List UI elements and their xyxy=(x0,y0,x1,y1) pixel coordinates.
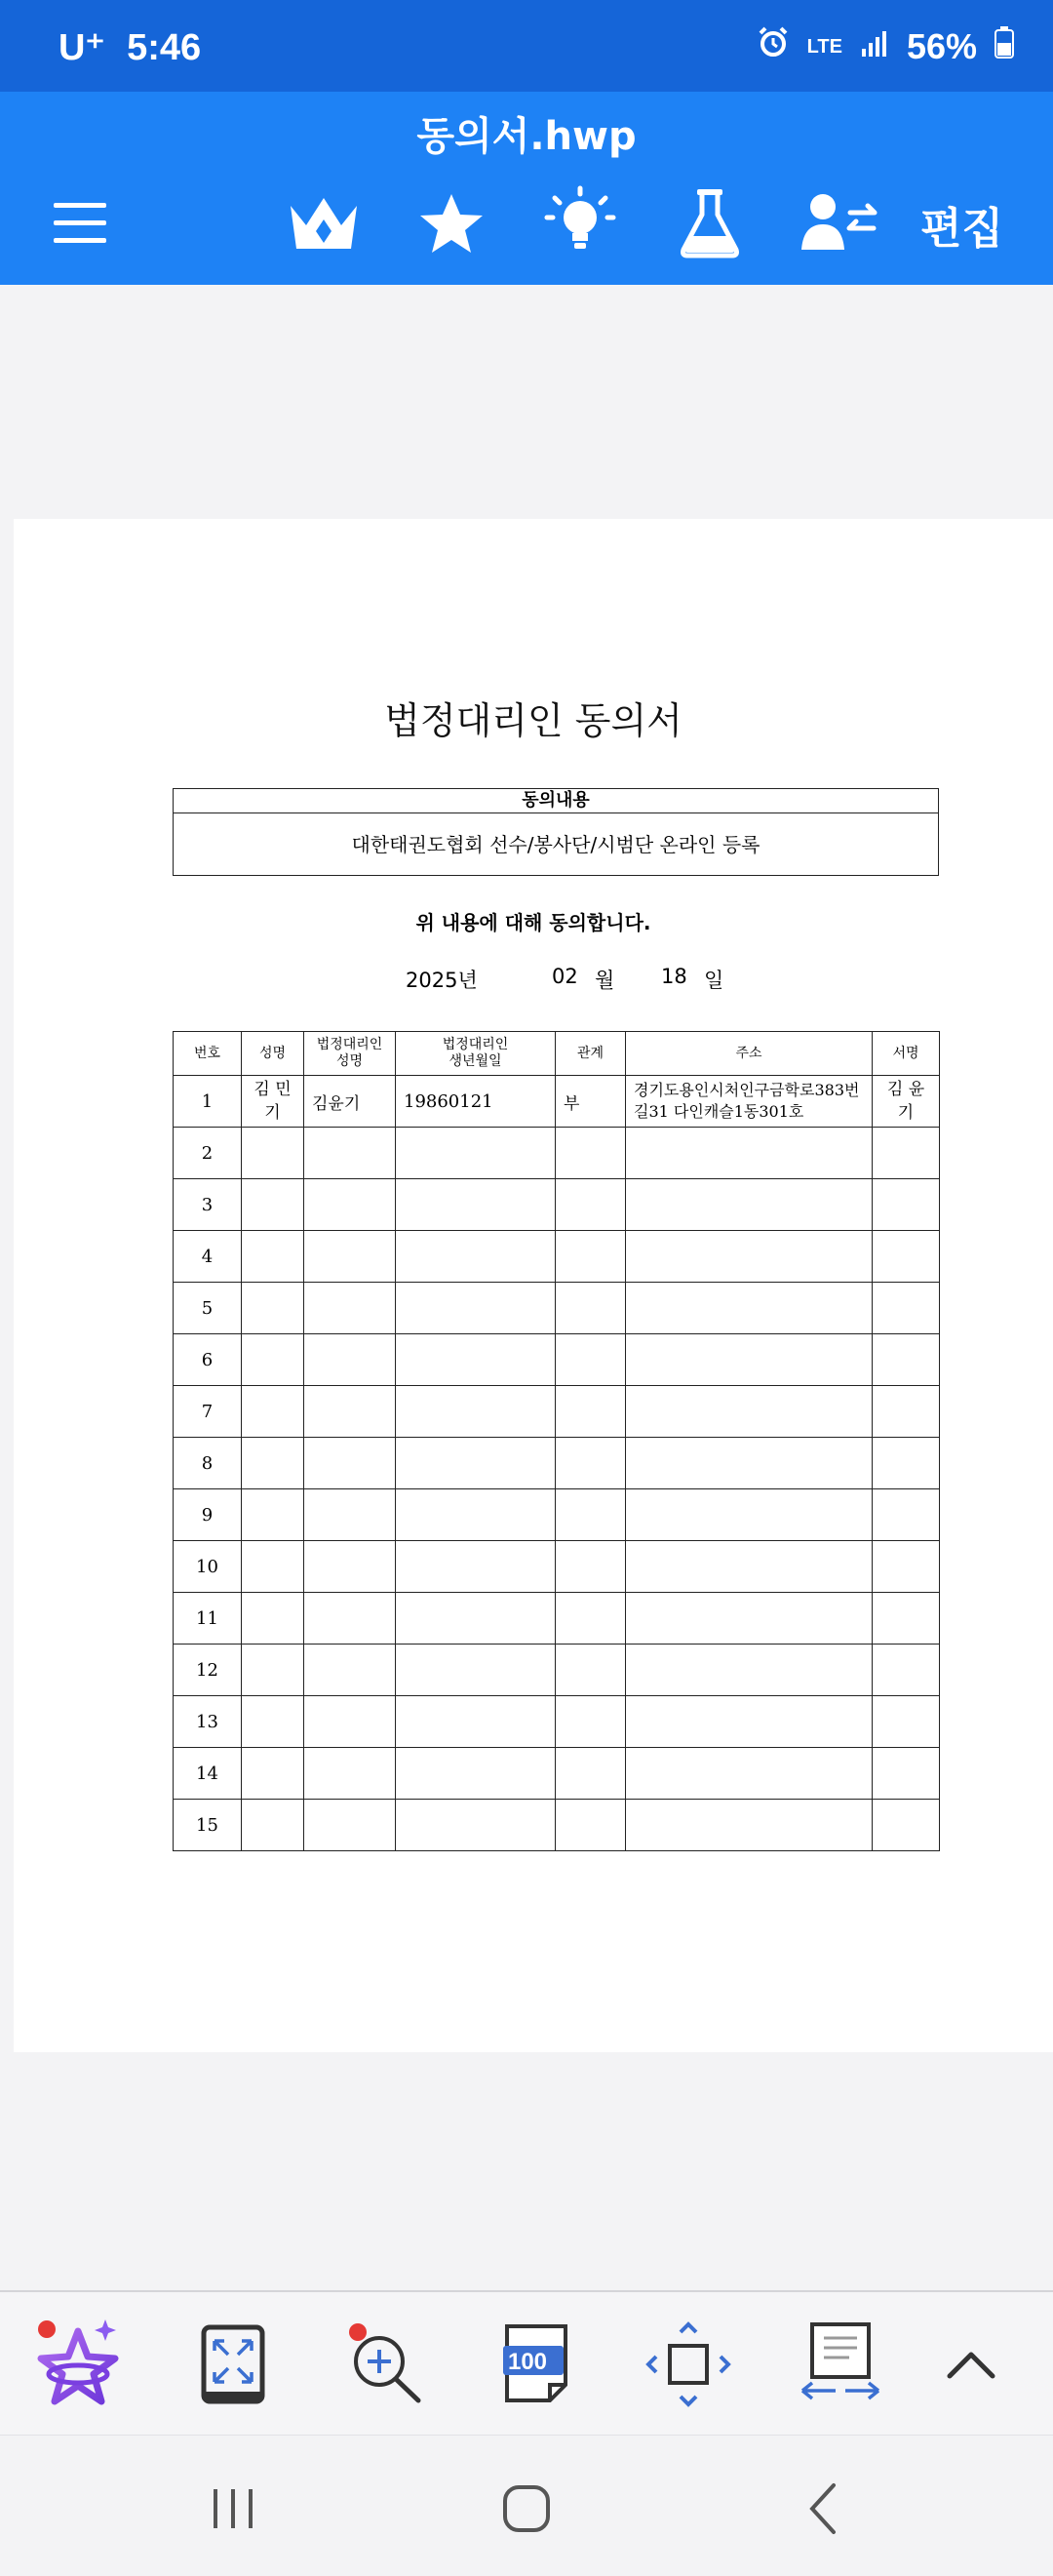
date-year: 2025년 xyxy=(406,969,478,992)
table-cell xyxy=(556,1593,626,1645)
table-cell: 14 xyxy=(174,1748,242,1800)
table-cell xyxy=(626,1696,873,1748)
table-cell xyxy=(304,1696,396,1748)
table-cell xyxy=(242,1231,304,1283)
table-row xyxy=(174,1179,940,1231)
consent-box-content: 대한태권도협회 선수/봉사단/시범단 온라인 등록 xyxy=(351,833,760,856)
table-cell xyxy=(396,1593,556,1645)
favorite-button[interactable] xyxy=(408,179,495,267)
table-cell xyxy=(556,1334,626,1386)
idea-button[interactable] xyxy=(536,179,624,267)
table-cell xyxy=(242,1696,304,1748)
table-cell xyxy=(556,1800,626,1851)
table-row xyxy=(174,1593,940,1645)
table-cell: 19860121 xyxy=(396,1076,556,1128)
recent-apps-icon xyxy=(208,2483,258,2534)
table-cell xyxy=(396,1179,556,1231)
table-cell xyxy=(304,1541,396,1593)
table-cell xyxy=(873,1748,940,1800)
table-cell xyxy=(396,1541,556,1593)
table-row xyxy=(174,1489,940,1541)
zoom-in-button[interactable] xyxy=(335,2316,433,2413)
table-cell xyxy=(556,1541,626,1593)
table-cell xyxy=(556,1231,626,1283)
flask-icon xyxy=(678,187,742,259)
table-cell xyxy=(396,1128,556,1179)
system-navigation-bar xyxy=(0,2435,1053,2576)
table-cell xyxy=(396,1748,556,1800)
table-cell xyxy=(626,1800,873,1851)
table-cell xyxy=(626,1128,873,1179)
table-cell xyxy=(396,1283,556,1334)
table-cell: 12 xyxy=(174,1645,242,1696)
table-cell: 경기도용인시처인구금학로383번길31 다인캐슬1동301호 xyxy=(626,1076,873,1128)
table-cell xyxy=(873,1438,940,1489)
alarm-icon xyxy=(757,25,790,67)
table-cell xyxy=(304,1748,396,1800)
zoom-level-label: 100 xyxy=(507,2349,548,2375)
page-flip-icon xyxy=(797,2320,884,2408)
table-cell xyxy=(873,1386,940,1438)
table-cell xyxy=(396,1645,556,1696)
table-cell xyxy=(304,1179,396,1231)
consent-box-heading: 동의내용 xyxy=(174,789,938,813)
table-cell xyxy=(626,1593,873,1645)
table-cell xyxy=(304,1283,396,1334)
expand-toolbar-button[interactable] xyxy=(922,2316,1020,2413)
table-cell xyxy=(556,1283,626,1334)
table-cell xyxy=(242,1489,304,1541)
table-cell xyxy=(242,1334,304,1386)
table-cell xyxy=(626,1438,873,1489)
table-cell: 8 xyxy=(174,1438,242,1489)
table-row xyxy=(174,1438,940,1489)
table-row xyxy=(174,1076,940,1128)
back-button[interactable] xyxy=(788,2475,856,2543)
table-row xyxy=(174,1748,940,1800)
table-cell xyxy=(396,1334,556,1386)
table-header-cell: 법정대리인 성명 xyxy=(304,1032,396,1076)
table-cell xyxy=(873,1593,940,1645)
table-cell xyxy=(396,1231,556,1283)
clock: 5:46 xyxy=(127,27,202,68)
table-cell xyxy=(242,1179,304,1231)
table-cell xyxy=(242,1748,304,1800)
table-cell xyxy=(556,1748,626,1800)
table-cell xyxy=(556,1128,626,1179)
table-row xyxy=(174,1696,940,1748)
table-row xyxy=(174,1541,940,1593)
table-cell: 7 xyxy=(174,1386,242,1438)
table-row xyxy=(174,1386,940,1438)
table-cell xyxy=(304,1386,396,1438)
table-cell xyxy=(304,1128,396,1179)
table-header-cell: 주소 xyxy=(626,1032,873,1076)
table-row xyxy=(174,1334,940,1386)
table-cell xyxy=(626,1283,873,1334)
consent-box xyxy=(173,788,939,876)
table-header-cell: 서명 xyxy=(873,1032,940,1076)
table-cell: 10 xyxy=(174,1541,242,1593)
move-button[interactable] xyxy=(640,2316,737,2413)
table-cell xyxy=(242,1128,304,1179)
menu-icon xyxy=(52,199,110,248)
table-cell xyxy=(242,1593,304,1645)
table-cell xyxy=(304,1800,396,1851)
ai-star-icon xyxy=(33,2318,127,2411)
recent-apps-button[interactable] xyxy=(199,2475,267,2543)
fit-screen-button[interactable] xyxy=(184,2316,282,2413)
table-cell xyxy=(556,1386,626,1438)
zoom-100-button[interactable] xyxy=(488,2316,585,2413)
status-left xyxy=(58,25,201,69)
edit-button[interactable]: 편집 xyxy=(920,204,1004,254)
zoom-in-icon xyxy=(340,2320,428,2408)
roster-table xyxy=(173,1031,940,1851)
table-cell xyxy=(873,1800,940,1851)
table-cell xyxy=(873,1128,940,1179)
home-icon xyxy=(499,2481,554,2536)
user-switch-button[interactable] xyxy=(795,179,882,267)
table-cell xyxy=(556,1438,626,1489)
table-cell xyxy=(873,1696,940,1748)
star-icon xyxy=(418,190,485,257)
premium-button[interactable] xyxy=(280,179,368,267)
table-cell xyxy=(304,1334,396,1386)
table-header-cell: 법정대리인 생년월일 xyxy=(396,1032,556,1076)
home-button[interactable] xyxy=(492,2475,561,2543)
date-month-label: 월 xyxy=(595,969,615,992)
document-filename: 동의서.hwp xyxy=(416,114,637,159)
table-cell xyxy=(873,1231,940,1283)
table-cell xyxy=(556,1645,626,1696)
table-row xyxy=(174,1231,940,1283)
app-header xyxy=(0,92,1053,285)
table-cell xyxy=(242,1645,304,1696)
table-row xyxy=(174,1283,940,1334)
table-cell: 1 xyxy=(174,1076,242,1128)
status-right xyxy=(757,25,1014,67)
carrier-label: U⁺ xyxy=(58,27,105,68)
table-cell xyxy=(556,1489,626,1541)
table-row xyxy=(174,1645,940,1696)
table-cell xyxy=(242,1800,304,1851)
table-cell: 3 xyxy=(174,1179,242,1231)
table-cell xyxy=(304,1593,396,1645)
table-cell xyxy=(556,1179,626,1231)
crown-icon xyxy=(287,192,361,255)
table-cell: 2 xyxy=(174,1128,242,1179)
table-header-cell: 성명 xyxy=(242,1032,304,1076)
table-cell: 김윤기 xyxy=(304,1076,396,1128)
document-viewport[interactable] xyxy=(0,285,1053,2290)
date-month-value: 02 xyxy=(552,965,578,988)
table-cell xyxy=(873,1179,940,1231)
move-icon xyxy=(644,2320,732,2408)
table-cell xyxy=(396,1696,556,1748)
menu-button[interactable] xyxy=(37,179,125,267)
table-header-cell: 번호 xyxy=(174,1032,242,1076)
table-cell: 15 xyxy=(174,1800,242,1851)
table-cell xyxy=(396,1386,556,1438)
table-cell: 부 xyxy=(556,1076,626,1128)
bottom-toolbar xyxy=(0,2290,1053,2437)
page-title: 법정대리인 동의서 xyxy=(384,699,682,742)
table-cell xyxy=(626,1489,873,1541)
table-cell xyxy=(396,1800,556,1851)
table-cell xyxy=(304,1489,396,1541)
table-cell: 김 민 기 xyxy=(242,1076,304,1128)
table-cell xyxy=(556,1696,626,1748)
fit-screen-icon xyxy=(199,2323,267,2405)
table-cell xyxy=(304,1645,396,1696)
table-cell xyxy=(396,1489,556,1541)
table-cell xyxy=(626,1179,873,1231)
signal-icon xyxy=(860,26,889,67)
table-cell: 11 xyxy=(174,1593,242,1645)
battery-icon xyxy=(994,25,1014,67)
back-icon xyxy=(802,2479,841,2538)
table-cell xyxy=(242,1541,304,1593)
table-cell xyxy=(873,1645,940,1696)
date-day-value: 18 xyxy=(661,965,687,988)
table-cell xyxy=(873,1283,940,1334)
table-cell xyxy=(873,1334,940,1386)
table-cell xyxy=(242,1386,304,1438)
table-header-row xyxy=(174,1032,940,1076)
table-cell: 4 xyxy=(174,1231,242,1283)
table-cell: 김 윤 기 xyxy=(873,1076,940,1128)
battery-level: 56% xyxy=(906,25,977,66)
table-header-cell: 관계 xyxy=(556,1032,626,1076)
agreement-statement: 위 내용에 대해 동의합니다. xyxy=(415,911,651,934)
table-cell xyxy=(304,1438,396,1489)
table-cell xyxy=(626,1334,873,1386)
table-cell xyxy=(242,1438,304,1489)
user-switch-icon xyxy=(800,191,878,256)
chevron-up-icon xyxy=(944,2347,998,2382)
table-row xyxy=(174,1800,940,1851)
table-cell xyxy=(626,1748,873,1800)
table-cell xyxy=(396,1438,556,1489)
date-day-label: 일 xyxy=(704,969,724,992)
table-cell xyxy=(626,1231,873,1283)
ai-assistant-button[interactable] xyxy=(31,2316,129,2413)
table-row xyxy=(174,1128,940,1179)
table-cell xyxy=(873,1541,940,1593)
table-cell: 9 xyxy=(174,1489,242,1541)
table-cell xyxy=(626,1541,873,1593)
status-bar xyxy=(0,0,1053,92)
table-cell: 5 xyxy=(174,1283,242,1334)
lab-button[interactable] xyxy=(666,179,754,267)
table-cell xyxy=(626,1386,873,1438)
table-cell xyxy=(242,1283,304,1334)
table-cell xyxy=(304,1231,396,1283)
document-page xyxy=(14,519,1053,2052)
lightbulb-icon xyxy=(541,184,619,262)
table-cell: 6 xyxy=(174,1334,242,1386)
page-flip-button[interactable] xyxy=(792,2316,889,2413)
network-type: LTE xyxy=(806,35,842,58)
table-cell xyxy=(873,1489,940,1541)
table-cell: 13 xyxy=(174,1696,242,1748)
table-cell xyxy=(626,1645,873,1696)
